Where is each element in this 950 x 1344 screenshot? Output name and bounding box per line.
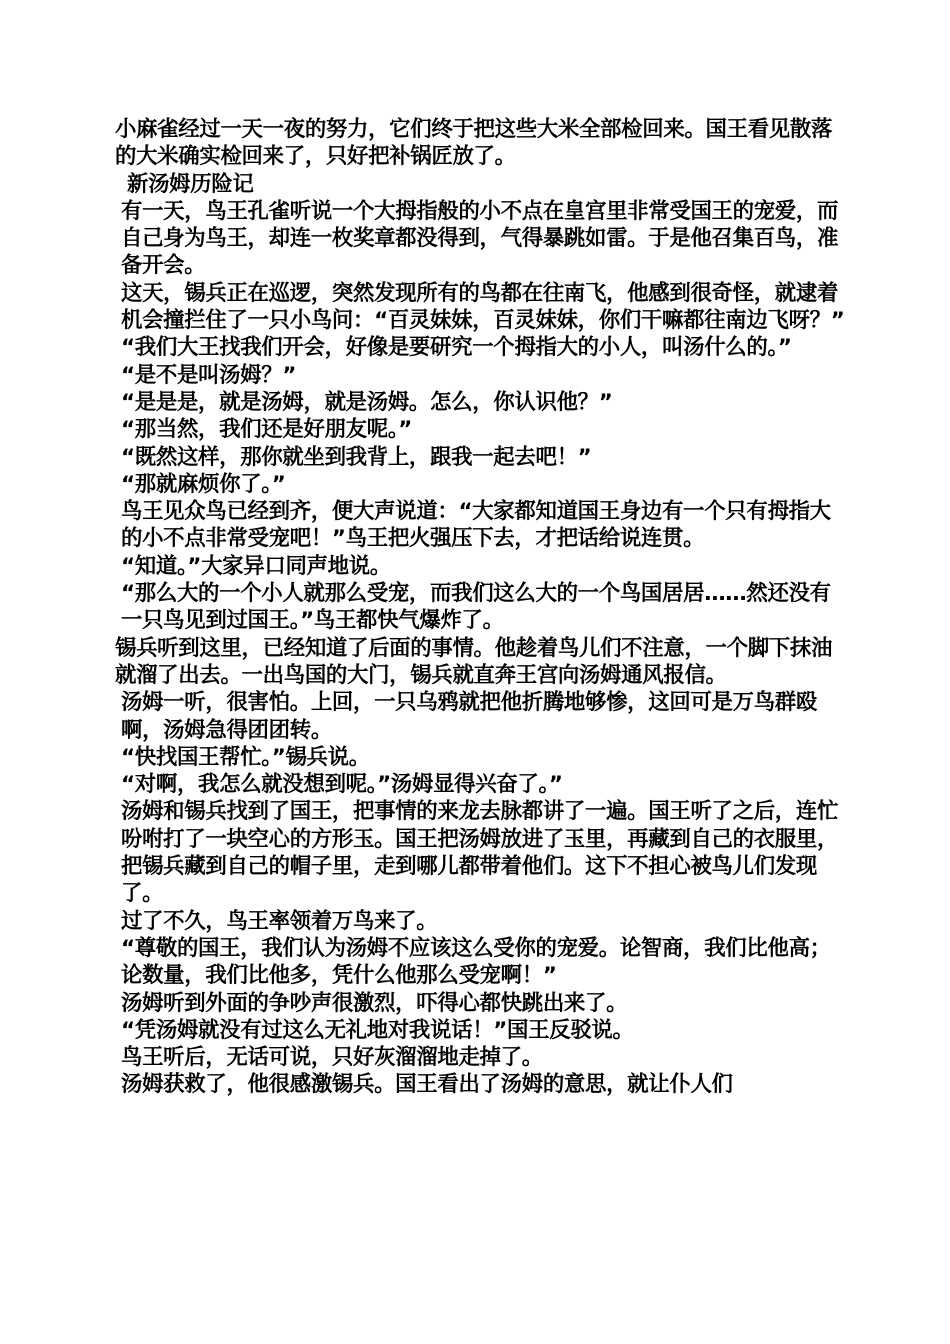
- paragraph: 过了不久，鸟王率领着万鸟来了。: [121, 908, 438, 934]
- paragraph: “是不是叫汤姆？”: [121, 362, 297, 388]
- paragraph: “凭汤姆就没有过这么无礼地对我说话！”国王反驳说。: [121, 1017, 634, 1043]
- paragraph: 汤姆听到外面的争吵声很激烈，吓得心都快跳出来了。: [121, 990, 628, 1016]
- paragraph: 汤姆一听，很害怕。上回，一只乌鸦就把他折腾地够惨，这回可是万鸟群殴啊，汤姆急得团团转。: [121, 690, 817, 743]
- paragraph: “那就麻烦你了。”: [121, 471, 286, 497]
- paragraph: 这天，锡兵正在巡逻，突然发现所有的鸟都在往南飞，他感到很奇怪，就逮着机会撞拦住了一只小鸟问：“百灵妹妹，百灵妹妹，你们干嘛都往南边飞呀？”: [121, 280, 845, 334]
- paragraph-intro-ending: 小麻雀经过一天一夜的努力，它们终于把这些大米全部检回来。国王看见散落的大米确实检回来了，只好把补锅匠放了。: [115, 117, 833, 170]
- paragraph: “既然这样，那你就坐到我背上，跟我一起去吧！”: [121, 444, 592, 470]
- paragraph: “尊敬的国王，我们认为汤姆不应该这么受你的宠爱。论智商，我们比他高；论数量，我们比他多，凭什么他那么受宠啊！”: [121, 935, 831, 989]
- paragraph: “那么大的一个小人就那么受宠，而我们这么大的一个鸟国居居……然还没有一只鸟见到过国王。”鸟王都快气爆炸了。: [121, 581, 831, 634]
- paragraph: “对啊，我怎么就没想到呢。”汤姆显得兴奋了。”: [121, 772, 563, 798]
- paragraph: “知道。”大家异口同声地说。: [121, 553, 391, 579]
- paragraph: 有一天，鸟王孔雀听说一个大拇指般的小不点在皇宫里非常受国王的宠爱，而自己身为鸟王，却连一枚奖章都没得到，气得暴跳如雷。于是他召集百鸟，准备开会。: [121, 198, 839, 279]
- paragraph: 锡兵听到这里，已经知道了后面的事情。他趁着鸟儿们不注意，一个脚下抹油就溜了出去。一出鸟国的大门，锡兵就直奔王宫向汤姆通风报信。: [115, 635, 833, 688]
- paragraph: “是是是，就是汤姆，就是汤姆。怎么，你认识他？”: [121, 389, 613, 415]
- paragraph: 汤姆和锡兵找到了国王，把事情的来龙去脉都讲了一遍。国王听了之后，连忙吩咐打了一块空心的方形玉。国王把汤姆放进了玉里，再藏到自己的衣服里，把锡兵藏到自己的帽子里，走到哪儿都带着他们。这下不担心被鸟儿们发现了。: [121, 799, 839, 907]
- paragraph: 鸟王听后，无话可说，只好灰溜溜地走掉了。: [121, 1045, 543, 1071]
- story-title: 新汤姆历险记: [127, 171, 254, 197]
- paragraph: “我们大王找我们开会，好像是要研究一个拇指大的小人，叫汤什么的。”: [121, 335, 792, 361]
- paragraph: 鸟王见众鸟已经到齐，便大声说道：“大家都知道国王身边有一个只有拇指大的小不点非常受宠吧！”鸟王把火强压下去，才把话给说连贯。: [121, 499, 831, 552]
- paragraph-last: 汤姆获救了，他很感激锡兵。国王看出了汤姆的意思，就让仆人们: [121, 1072, 733, 1098]
- document-body: [115, 116, 850, 1099]
- paragraph: “快找国王帮忙。”锡兵说。: [121, 744, 370, 770]
- paragraph: “那当然，我们还是好朋友呢。”: [121, 417, 412, 443]
